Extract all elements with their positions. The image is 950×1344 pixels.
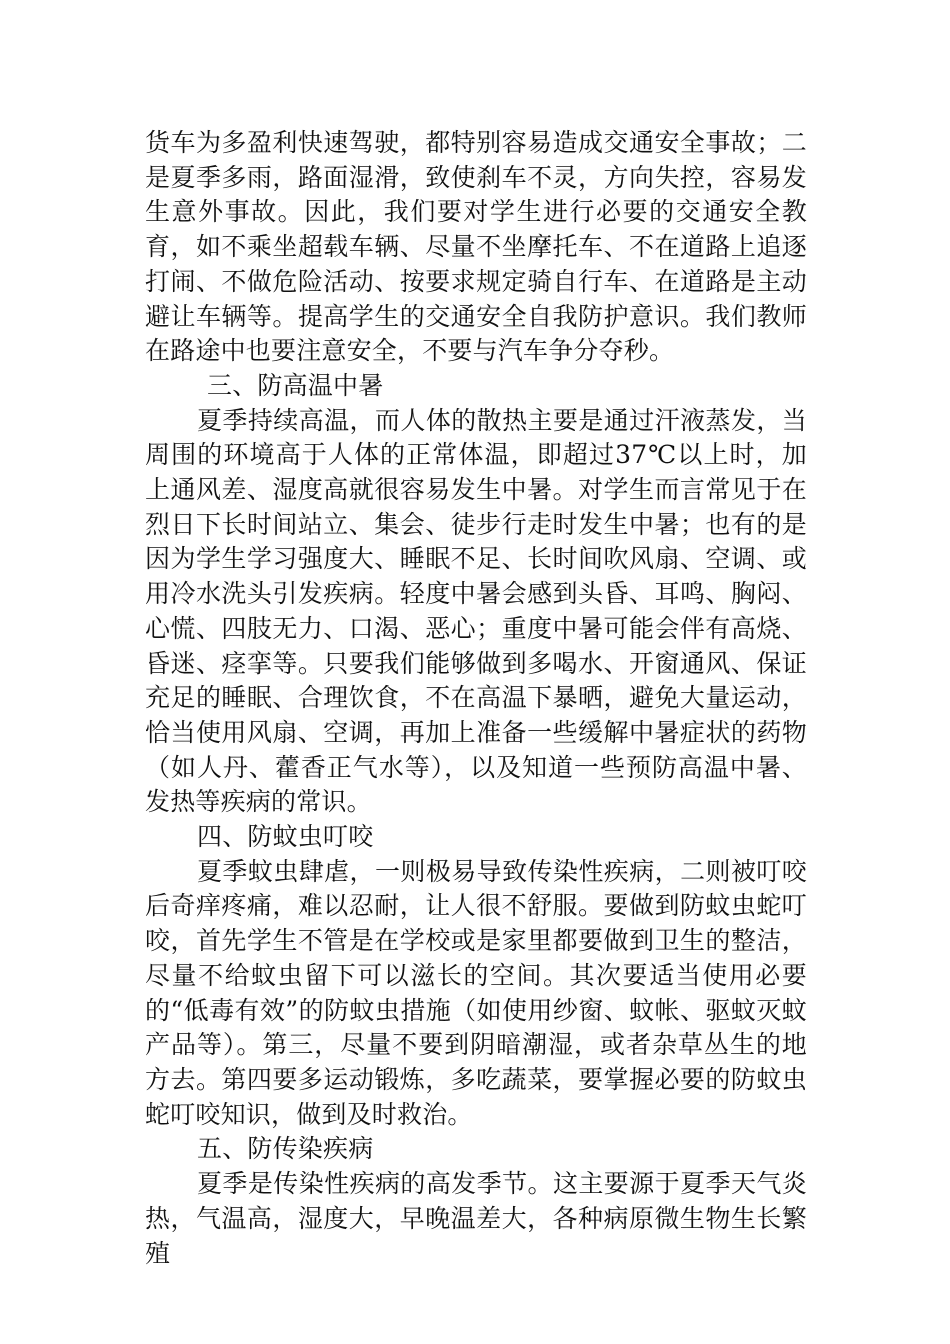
paragraph-heatstroke: 夏季持续高温，而人体的散热主要是通过汗液蒸发，当周围的环境高于人体的正常体温，即超过37℃以上时，加上通风差、湿度高就很容易发生中暑。对学生而言常见于在烈日下长时间站立、集会、徒步行走时发生中暑；也有的是因为学生学习强度大、睡眠不足、长时间吹风扇、空调、或用冷水洗头引发疾病。轻度中暑会感到头昏、耳鸣、胸闷、心慌、四肢无力、口渴、恶心；重度中暑可能会伴有高烧、昏迷、痉挛等。只要我们能够做到多喝水、开窗通风、保证充足的睡眠、合理饮食，不在高温下暴晒，避免大量运动，恰当使用风扇、空调，再加上准备一些缓解中暑症状的药物（如人丹、藿香正气水等），以及知道一些预防高温中暑、发热等疾病的常识。 — [145, 405, 807, 817]
document-body — [145, 126, 807, 1271]
heading-infectious-disease-prevention: 五、防传染疾病 — [197, 1134, 374, 1164]
heading-mosquito-prevention: 四、防蚊虫叮咬 — [197, 822, 374, 852]
paragraph-traffic-safety: 货车为多盈利快速驾驶，都特别容易造成交通安全事故；二是夏季多雨，路面湿滑，致使刹车不灵，方向失控，容易发生意外事故。因此，我们要对学生进行必要的交通安全教育，如不乘坐超载车辆、尽量不坐摩托车、不在道路上追逐打闹、不做危险活动、按要求规定骑自行车、在道路是主动避让车辆等。提高学生的交通安全自我防护意识。我们教师在路途中也要注意安全，不要与汽车争分夺秒。 — [145, 128, 807, 366]
heading-heatstroke-prevention: 三、防高温中暑 — [207, 370, 384, 400]
paragraph-mosquito: 夏季蚊虫肆虐，一则极易导致传染性疾病，二则被叮咬后奇痒疼痛，难以忍耐，让人很不舒服。要做到防蚊虫蛇叮咬，首先学生不管是在学校或是家里都要做到卫生的整洁，尽量不给蚊虫留下可以滋长的空间。其次要适当使用必要的“低毒有效”的防蚊虫措施（如使用纱窗、蚊帐、驱蚊灭蚊产品等）。第三，尽量不要到阴暗潮湿，或者杂草丛生的地方去。第四要多运动锻炼，多吃蔬菜，要掌握必要的防蚊虫蛇叮咬知识，做到及时救治。 — [145, 856, 807, 1129]
paragraph-infectious-disease: 夏季是传染性疾病的高发季节。这主要源于夏季天气炎热，气温高，湿度大，早晚温差大，各种病原微生物生长繁殖 — [145, 1169, 807, 1268]
